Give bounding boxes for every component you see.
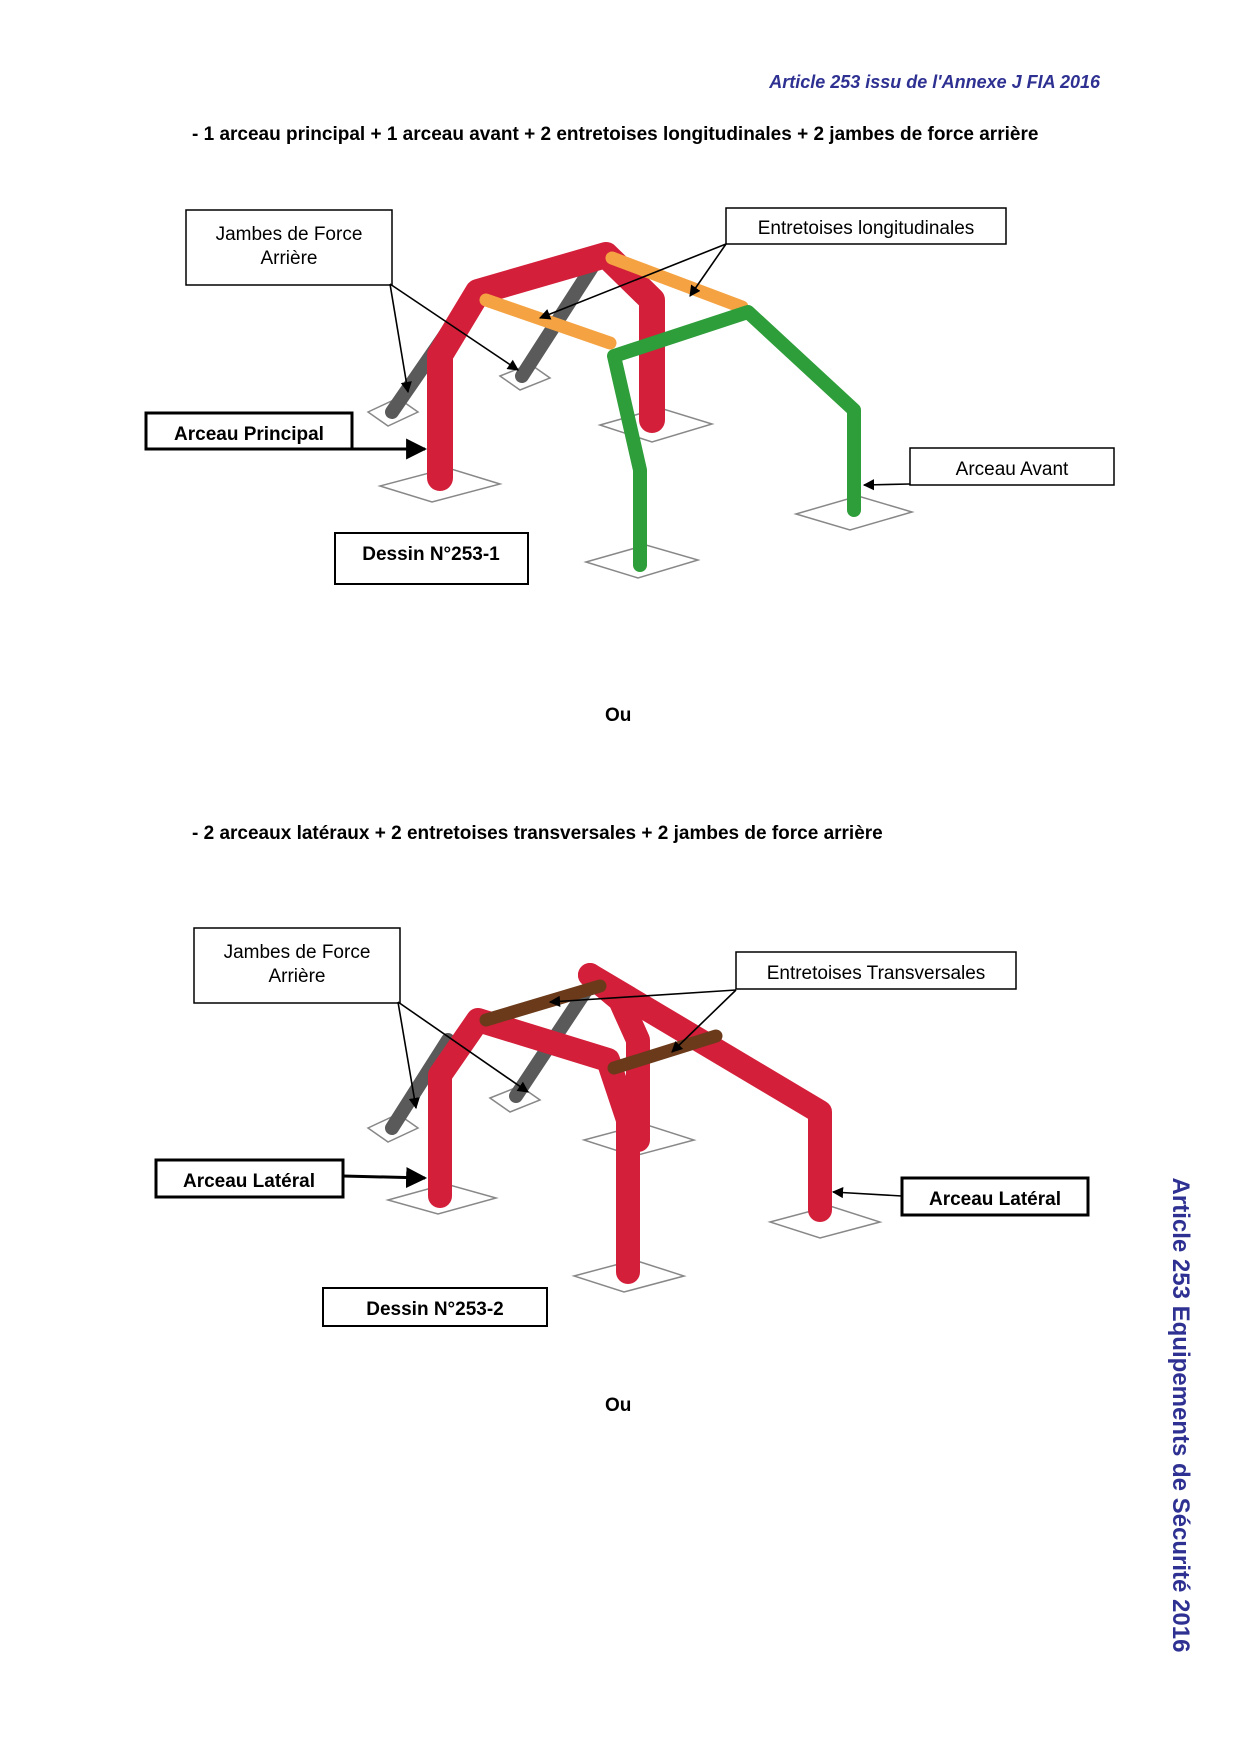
label-jambes-1 bbox=[186, 210, 392, 285]
section1-heading: - 1 arceau principal + 1 arceau avant + 2 entretoises longitudinales + 2 jambes de force arrière bbox=[192, 124, 1039, 145]
dessin-253-2-text: Dessin N°253-2 bbox=[366, 1299, 504, 1320]
jambes-2-line2: Arrière bbox=[268, 966, 326, 987]
label-jambes-2 bbox=[194, 928, 400, 1003]
diagram-253-1 bbox=[146, 208, 1114, 584]
jambes-2-line1: Jambes de Force bbox=[223, 942, 371, 963]
entretoises-1-text: Entretoises longitudinales bbox=[757, 218, 975, 239]
ou-separator-1: Ou bbox=[605, 705, 632, 726]
arceau-lateral-right-pointer bbox=[833, 1192, 902, 1196]
jambes-1-line2: Arrière bbox=[260, 248, 318, 269]
arceau-lateral-right-text: Arceau Latéral bbox=[928, 1189, 1062, 1210]
label-arceau-principal bbox=[146, 413, 352, 449]
ou-separator-2: Ou bbox=[605, 1395, 632, 1416]
dessin-253-1-text: Dessin N°253-1 bbox=[362, 544, 500, 565]
arceau-avant-text: Arceau Avant bbox=[955, 459, 1069, 480]
label-entretoises-2 bbox=[736, 952, 1016, 989]
label-arceau-lateral-left bbox=[156, 1160, 343, 1197]
sidebar-text: Article 253 Equipements de Sécurité 2016 bbox=[1167, 1177, 1194, 1653]
entretoises-2-text: Entretoises Transversales bbox=[766, 963, 986, 984]
section2-heading: - 2 arceaux latéraux + 2 entretoises transversales + 2 jambes de force arrière bbox=[192, 823, 883, 844]
label-arceau-lateral-right bbox=[902, 1178, 1088, 1215]
label-arceau-avant bbox=[910, 448, 1114, 485]
diagram-253-2 bbox=[156, 928, 1088, 1326]
label-dessin-253-1 bbox=[335, 533, 528, 584]
arceau-lateral-left-pointer bbox=[343, 1176, 425, 1178]
arceau-avant-pointer bbox=[864, 484, 910, 485]
arceau-lateral-left-text: Arceau Latéral bbox=[182, 1171, 316, 1192]
arceau-principal-text: Arceau Principal bbox=[174, 424, 324, 445]
jambes-1-line1: Jambes de Force bbox=[215, 224, 363, 245]
page-header: Article 253 issu de l'Annexe J FIA 2016 bbox=[769, 72, 1100, 92]
label-dessin-253-2 bbox=[323, 1288, 547, 1326]
label-entretoises-1 bbox=[726, 208, 1006, 244]
